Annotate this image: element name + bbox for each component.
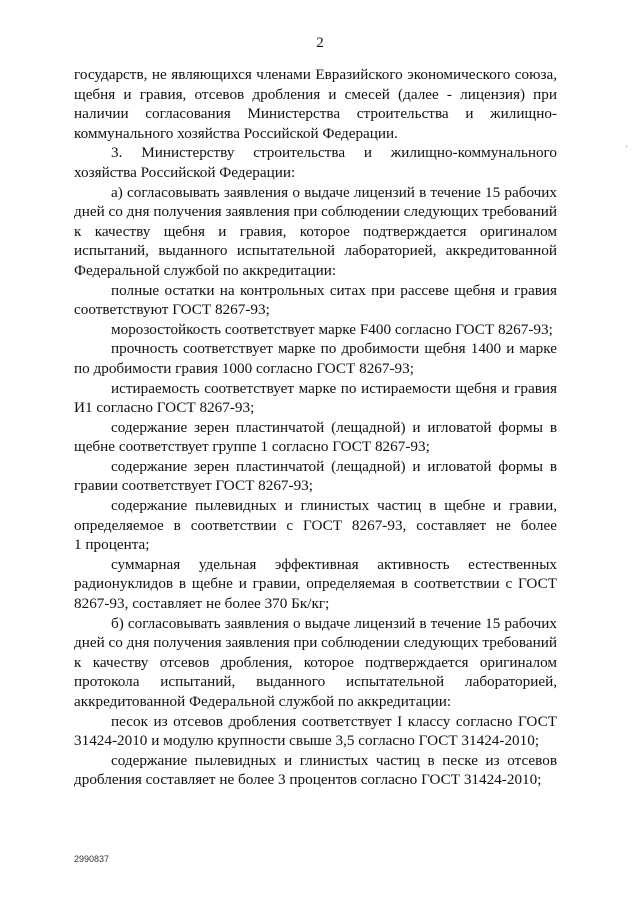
text-line: содержание зерен пластинчатой (лещадной) и игловатой формы в bbox=[111, 457, 557, 475]
text-line: определяемое в соответствии с ГОСТ 8267-93, составляет не более bbox=[74, 516, 557, 534]
text-line: радионуклидов в щебне и гравии, определяемая в соответствии с ГОСТ bbox=[74, 575, 557, 593]
text-line: 1 процента; bbox=[74, 536, 150, 554]
text-line: морозостойкость соответствует марке F400 согласно ГОСТ 8267-93; bbox=[111, 320, 553, 338]
text-line: аккредитованной Федеральной службой по аккредитации: bbox=[74, 693, 452, 710]
text-line: 31424-2010 и модулю крупности свыше 3,5 согласно ГОСТ 31424-2010; bbox=[74, 732, 540, 750]
text-line: соответствуют ГОСТ 8267-93; bbox=[74, 301, 270, 319]
text-line: государств, не являющихся членами Евразийского экономического союза, bbox=[74, 66, 557, 83]
text-line: б) согласовывать заявления о выдаче лицензий в течение 15 рабочих bbox=[111, 614, 557, 632]
text-line: Федеральной службой по аккредитации: bbox=[74, 261, 337, 279]
text-line: истираемость соответствует марке по истираемости щебня и гравия bbox=[111, 379, 557, 397]
text-line: полные остатки на контрольных ситах при рассеве щебня и гравия bbox=[111, 281, 557, 299]
text-line: протокола испытаний, выданного испытательной лабораторией, bbox=[74, 673, 557, 691]
text-line: содержание зерен пластинчатой (лещадной) и игловатой формы в bbox=[111, 418, 557, 436]
text-line: коммунального хозяйства Российской Федерации. bbox=[74, 124, 398, 142]
text-line: дней со дня получения заявления при соблюдении следующих требований bbox=[74, 203, 557, 221]
page-number: 2 bbox=[316, 35, 324, 51]
text-line: а) согласовывать заявления о выдаче лицензий в течение 15 рабочих bbox=[111, 183, 557, 201]
text-line: песок из отсевов дробления соответствует I классу согласно ГОСТ bbox=[111, 712, 557, 730]
text-line: к качеству отсевов дробления, которое подтверждается оригиналом bbox=[74, 653, 557, 671]
margin-mark: ' bbox=[626, 144, 628, 154]
text-line: И1 согласно ГОСТ 8267-93; bbox=[74, 399, 255, 417]
text-line: 3. Министерству строительства и жилищно-коммунального bbox=[111, 144, 557, 162]
text-line: прочность соответствует марке по дробимости щебня 1400 и марке bbox=[111, 340, 557, 358]
text-line: содержание пылевидных и глинистых частиц в щебне и гравии, bbox=[111, 497, 557, 515]
text-line: наличии согласования Министерства строительства и жилищно- bbox=[74, 105, 557, 123]
text-line: щебня и гравия, отсевов дробления и смесей (далее - лицензия) при bbox=[74, 85, 557, 103]
text-line: 8267-93, составляет не более 370 Бк/кг; bbox=[74, 595, 330, 613]
text-line: испытаний, выданного испытательной лабораторией, аккредитованной bbox=[74, 242, 557, 260]
text-line: хозяйства Российской Федерации: bbox=[74, 163, 296, 181]
document-code: 2990837 bbox=[74, 854, 110, 864]
text-line: гравии соответствует ГОСТ 8267-93; bbox=[74, 477, 313, 495]
text-line: дробления составляет не более 3 процентов согласно ГОСТ 31424-2010; bbox=[74, 771, 542, 789]
text-line: суммарная удельная эффективная активность естественных bbox=[111, 555, 557, 573]
text-line: к качеству щебня и гравия, которое подтверждается оригиналом bbox=[74, 222, 557, 240]
text-line: дней со дня получения заявления при соблюдении следующих требований bbox=[74, 634, 557, 652]
text-line: щебне соответствует группе 1 согласно ГОСТ 8267-93; bbox=[74, 438, 430, 456]
text-line: содержание пылевидных и глинистых частиц в песке из отсевов bbox=[111, 751, 557, 769]
text-line: по дробимости гравия 1000 согласно ГОСТ 8267-93; bbox=[74, 359, 414, 377]
document-body bbox=[74, 65, 557, 790]
